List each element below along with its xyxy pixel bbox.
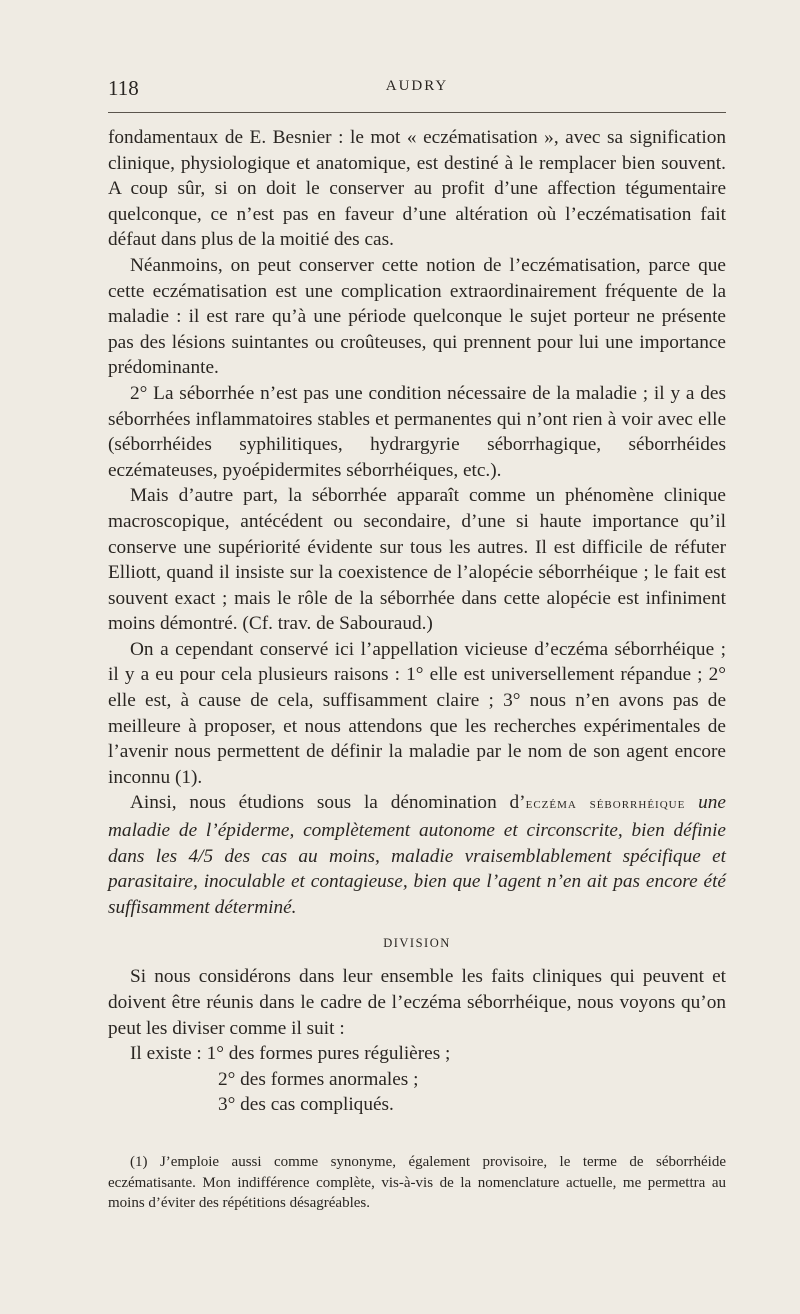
paragraph-3: 2° La séborrhée n’est pas une condition nécessaire de la maladie ; il y a des séborrhées inflammatoires stables et permanentes qui n’ont rien à voir avec elle (séborrhéides syphilitiques, hydrargyrie séborrhagique, séborrhéides eczémateuses, pyoépidermites séborrhéiques, etc.). [108, 382, 726, 481]
paragraph-6-lead: Ainsi, nous étudions sous la dénomination d’ [130, 792, 526, 814]
paragraph-6 [108, 790, 726, 920]
section-title: DIVISION [383, 936, 451, 951]
paragraph-2: Néanmoins, on peut conserver cette notion de l’eczématisation, parce que cette eczématisation est une complication extraordinairement fréquente de la maladie : il est rare qu’à une période quelconque le sujet porteur ne présente pas des lésions suintantes ou croûteuses, qui prennent pour lui une importance prédominante. [108, 254, 726, 379]
definition-italic: une maladie de l’épiderme, complètement autonome et circonscrite, bien définie dans les 4/5 des cas au moins, maladie vraisemblablement spécifique et parasitaire, inoculable et contagieuse, bien que l’agent n’en ait pas encore été suffisamment déterminé. [108, 792, 726, 918]
body-text [108, 125, 726, 1118]
list-item-1: Il existe : 1° des formes pures régulières ; [130, 1043, 451, 1065]
list-item-3: 3° des cas compliqués. [218, 1094, 394, 1116]
paragraph-4: Mais d’autre part, la séborrhée apparaît comme un phénomène clinique macroscopique, antécédent ou secondaire, d’une si haute importance qu’il conserve une supériorité évidente sur tous les autres. Il est difficile de réfuter Elliott, quand il insiste sur la coexistence de l’alopécie séborrhéique ; le fait est souvent exact ; mais le rôle de la séborrhée dans cette alopécie est infiniment moins démontré. (Cf. trav. de Sabouraud.) [108, 485, 726, 635]
paragraph-5: On a cependant conservé ici l’appellation vicieuse d’eczéma séborrhéique ; il y a eu pour cela plusieurs raisons : 1° elle est universellement répandue ; 2° elle est, à cause de cela, suffisamment claire ; 3° nous n’en avons pas de meilleure à proposer, et nous attendons que les recherches expérimentales de l’avenir nous permettent de définir la maladie par le nom de son agent encore inconnu (1). [108, 638, 726, 788]
footnote [108, 1152, 726, 1214]
list-item-2: 2° des formes anormales ; [218, 1068, 419, 1090]
page-number: 118 [108, 76, 139, 100]
term-small-caps: eczéma séborrhéique [525, 796, 686, 813]
header-rule [108, 112, 726, 113]
footnote-text: (1) J’emploie aussi comme synonyme, également provisoire, le terme de séborrhéide eczématisante. Mon indifférence complète, vis-à-vis de la nomenclature actuelle, me permettra au moins d’éviter des répétitions désagréables. [108, 1154, 726, 1211]
paragraph-1: fondamentaux de E. Besnier : le mot « eczématisation », avec sa signification clinique, physiologique et anatomique, est destiné à le remplacer bien souvent. A coup sûr, si on doit le conserver au profit d’une affection tégumentaire quelconque, ce n’est pas en faveur d’une altération où l’eczématisation fait défaut dans plus de la moitié des cas. [108, 127, 726, 251]
running-title: AUDRY [385, 78, 449, 94]
page-header [108, 76, 726, 100]
section-intro: Si nous considérons dans leur ensemble les faits cliniques qui peuvent et doivent être réunis dans le cadre de l’eczéma séborrhéique, nous voyons qu’on peut les diviser comme il suit : [108, 966, 726, 1039]
